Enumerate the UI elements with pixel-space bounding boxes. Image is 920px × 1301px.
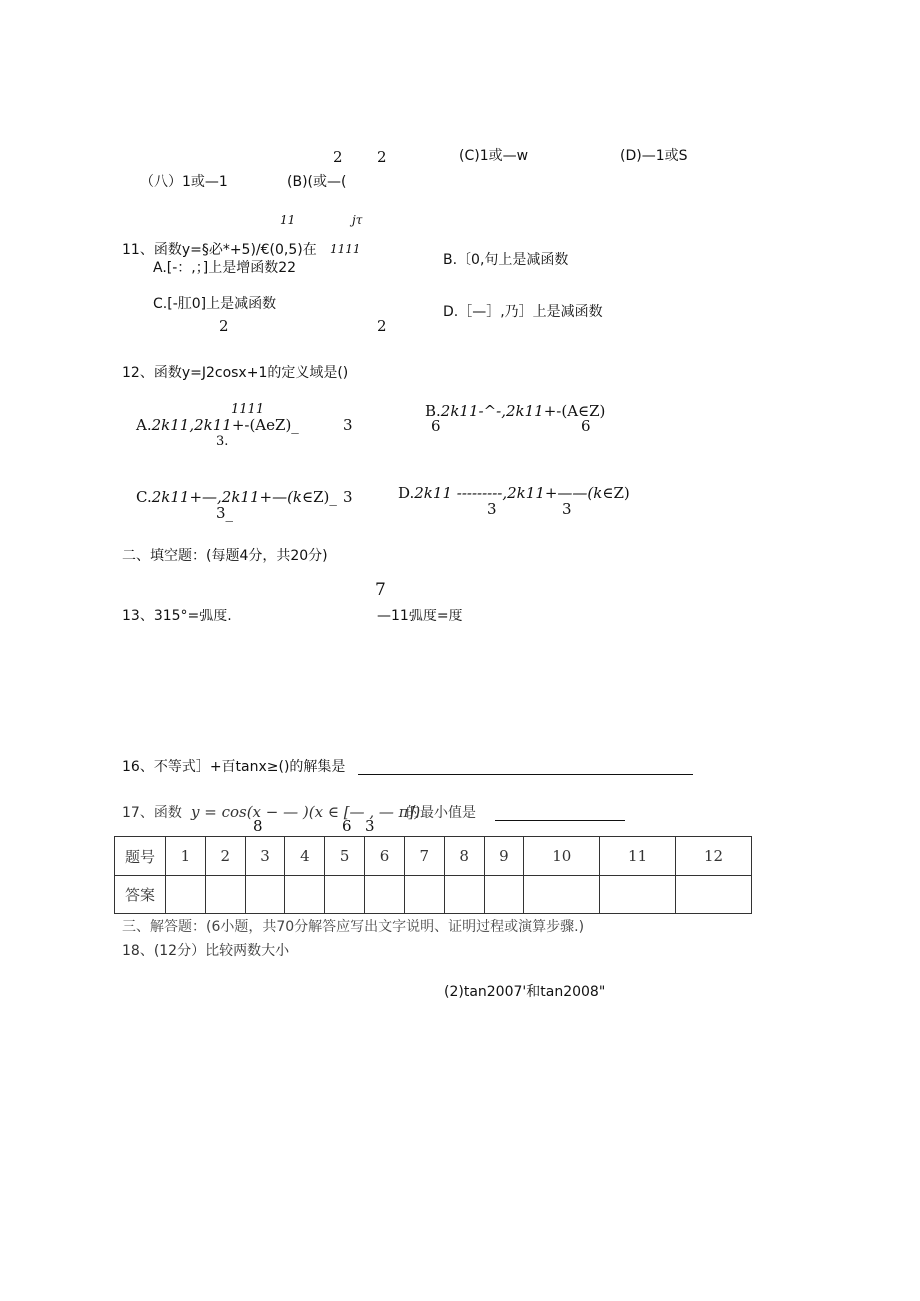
answer-table-number-cell: 9	[484, 837, 524, 876]
answer-cell[interactable]	[600, 876, 676, 914]
answer-table-number-cell: 6	[365, 837, 405, 876]
answer-cell[interactable]	[245, 876, 285, 914]
answer-cell[interactable]	[444, 876, 484, 914]
q18-part-2: (2)tan2007'和tan2008"	[444, 984, 606, 1000]
q17-denominator-3: 3	[365, 817, 375, 835]
answer-table-number-cell: 2	[205, 837, 245, 876]
q12-option-c: C.2k11+—,2k11+—(k∈Z)_	[136, 488, 337, 506]
q11-stem-tail: 1111	[330, 242, 361, 256]
q11-option-d-denominator: 2	[377, 317, 387, 335]
q10-subscript-1: 11	[280, 213, 296, 227]
q10-subscript-2: jτ	[352, 213, 363, 227]
q11-option-b: B.〔0,句上是减函数	[443, 252, 569, 268]
q13-right-text: —11弧度=度	[377, 609, 463, 621]
answer-table-number-cell: 11	[600, 837, 676, 876]
q17-prefix: 17、函数	[122, 805, 182, 821]
q11-option-c-denominator: 2	[219, 317, 229, 335]
answer-cell[interactable]	[524, 876, 600, 914]
q12-option-a-numerator: 1111	[231, 402, 265, 417]
answer-table-number-cell: 5	[325, 837, 365, 876]
q12-option-d-denominator-2: 3	[562, 500, 572, 518]
q12-option-c-denominator: 3_	[216, 504, 234, 522]
q12-option-a-denominator: 3.	[216, 434, 229, 449]
answer-cell[interactable]	[166, 876, 206, 914]
answer-table-label-number: 题号	[115, 837, 166, 876]
answer-cell[interactable]	[365, 876, 405, 914]
answer-cell[interactable]	[676, 876, 752, 914]
q11-option-a: A.[-：,；]上是增函数22	[153, 260, 297, 276]
q17-denominator-2: 6	[342, 817, 352, 835]
q16-text: 16、不等式］+百tanx≥()的解集是	[122, 759, 346, 775]
q16-answer-blank[interactable]	[358, 774, 693, 775]
q12-option-a-right-number: 3	[343, 416, 353, 434]
q12-option-d-denominator-1: 3	[487, 500, 497, 518]
q12-option-b-denominator-2: 6	[581, 417, 591, 435]
q13-left-text: 13、315°=弧度.	[122, 609, 232, 621]
answer-cell[interactable]	[404, 876, 444, 914]
q10-fraction-numerator-2: 2	[377, 148, 387, 166]
q10-fraction-numerator-1: 2	[333, 148, 343, 166]
q12-option-b-denominator-1: 6	[431, 417, 441, 435]
q12-option-a: A.2k11,2k11+-(AeZ)_	[136, 416, 299, 434]
answer-table-number-cell: 1	[166, 837, 206, 876]
q12-option-b: B.2k11-^-,2k11+-(A∈Z)	[425, 402, 606, 420]
q10-option-c: (C)1或—w	[459, 148, 529, 164]
answer-table-number-cell: 7	[404, 837, 444, 876]
section-3-heading: 三、解答题：(6小题，共70分解答应写出文字说明、证明过程或演算步骤.)	[122, 919, 585, 935]
answer-table-number-cell: 10	[524, 837, 600, 876]
q17-suffix: 的最小值是	[406, 805, 476, 821]
answer-cell[interactable]	[484, 876, 524, 914]
answer-cell[interactable]	[205, 876, 245, 914]
q17-answer-blank[interactable]	[495, 820, 625, 821]
q11-option-d: D.［—］,乃］上是减函数	[443, 304, 603, 320]
answer-table-number-cell: 12	[676, 837, 752, 876]
q11-option-c: C.[-肛0]上是减函数	[153, 296, 277, 312]
answer-cell[interactable]	[285, 876, 325, 914]
q12-stem: 12、函数y=J2cosx+1的定义域是()	[122, 365, 349, 381]
answer-table-number-cell: 8	[444, 837, 484, 876]
q18-stem: 18、(12分）比较两数大小	[122, 943, 290, 959]
answer-table-number-cell: 3	[245, 837, 285, 876]
section-2-heading: 二、填空题：(每题4分，共20分)	[122, 548, 328, 564]
q10-option-b: (B)(或—(	[287, 174, 347, 190]
q10-option-a: （八）1或—1	[140, 174, 228, 190]
q17-denominator-1: 8	[253, 817, 263, 835]
answer-table	[114, 836, 752, 914]
answer-table-answer-row	[115, 876, 752, 914]
q13-fraction-numerator: 7	[375, 580, 386, 600]
q12-option-d: D.2k11 ---------,2k11+——(k∈Z)	[398, 484, 630, 502]
q11-stem: 11、函数y=§必*+5)∕€(0,5)在	[122, 242, 317, 258]
answer-cell[interactable]	[325, 876, 365, 914]
answer-table-number-cell: 4	[285, 837, 325, 876]
q17-formula: y = cos(x − — )(x ∈ [— , — π])	[191, 803, 421, 821]
answer-table-number-row	[115, 837, 752, 876]
q12-option-c-right-number: 3	[343, 488, 353, 506]
q10-option-d: (D)—1或S	[620, 148, 688, 164]
answer-table-label-answer: 答案	[115, 876, 166, 914]
